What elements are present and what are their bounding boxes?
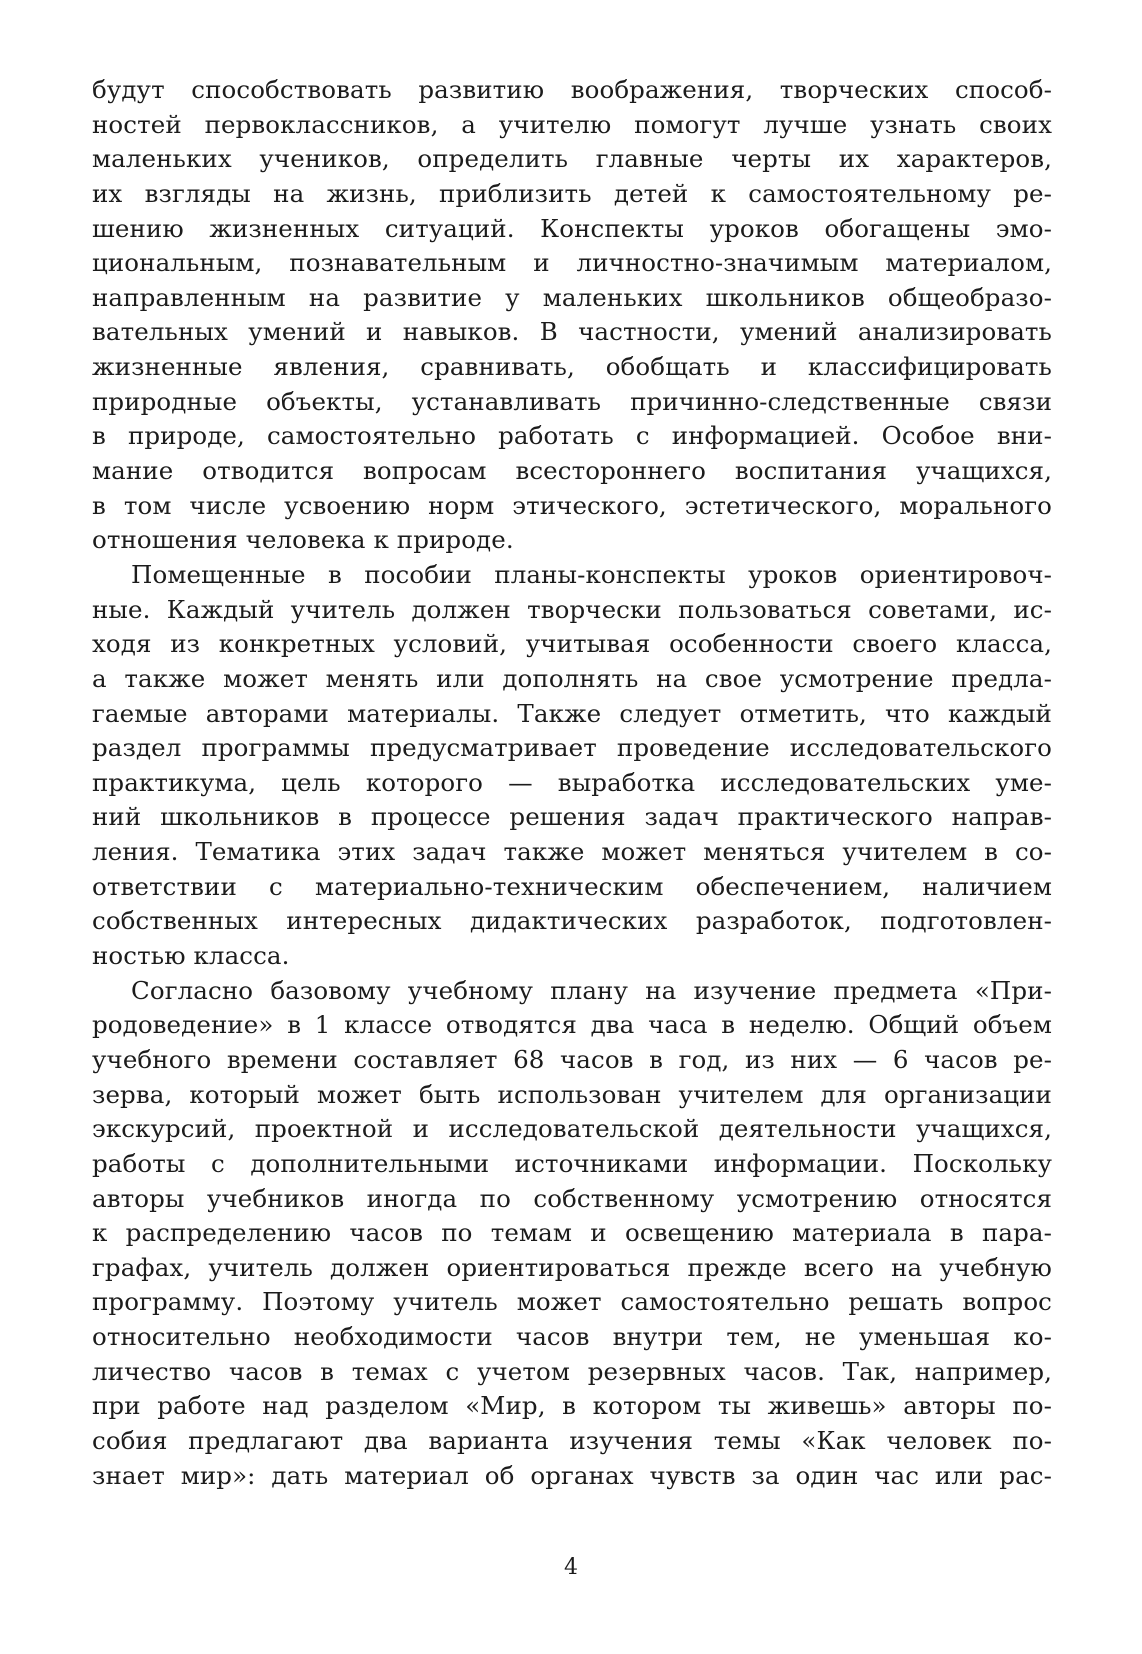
text-line: ответствии с материально-техническим обеспечением, наличием xyxy=(92,871,1052,901)
text-line: собия предлагают два варианта изучения темы «Как человек по- xyxy=(92,1425,1052,1455)
text-line-paragraph-end: отношения человека к природе. xyxy=(92,525,514,555)
text-line: в том числе усвоению норм этического, эстетического, морального xyxy=(92,490,1052,520)
text-line: ления. Тематика этих задач также может меняться учителем в со- xyxy=(92,837,1052,867)
text-line: экскурсий, проектной и исследовательской деятельности учащихся, xyxy=(92,1114,1052,1144)
text-line: графах, учитель должен ориентироваться прежде всего на учебную xyxy=(92,1252,1052,1282)
text-line: их взгляды на жизнь, приблизить детей к самостоятельному ре- xyxy=(92,178,1052,208)
text-line: относительно необходимости часов внутри тем, не уменьшая ко- xyxy=(92,1322,1052,1352)
text-line: практикума, цель которого — выработка исследовательских уме- xyxy=(92,767,1052,797)
text-line: ностей первоклассников, а учителю помогут лучше узнать своих xyxy=(92,109,1052,139)
text-line: вательных умений и навыков. В частности, умений анализировать xyxy=(92,317,1052,347)
text-line: раздел программы предусматривает проведение исследовательского xyxy=(92,733,1052,763)
text-line: программу. Поэтому учитель может самостоятельно решать вопрос xyxy=(92,1287,1052,1317)
text-line: учебного времени составляет 68 часов в год, из них — 6 часов ре- xyxy=(92,1044,1052,1074)
text-line: личество часов в темах с учетом резервных часов. Так, например, xyxy=(92,1356,1052,1386)
body-text xyxy=(92,73,1052,1493)
text-line-paragraph-start: Помещенные в пособии планы-конспекты уроков ориентировоч- xyxy=(131,559,1052,589)
text-line-paragraph-start: Согласно базовому учебному плану на изучение предмета «При- xyxy=(131,975,1052,1005)
text-line: зерва, который может быть использован учителем для организации xyxy=(92,1079,1052,1109)
text-line: а также может менять или дополнять на свое усмотрение предла- xyxy=(92,663,1052,693)
text-line: работы с дополнительными источниками информации. Поскольку xyxy=(92,1148,1052,1178)
text-line: к распределению часов по темам и освещению материала в пара- xyxy=(92,1218,1052,1248)
text-line: направленным на развитие у маленьких школьников общеобразо- xyxy=(92,282,1052,312)
text-line: собственных интересных дидактических разработок, подготовлен- xyxy=(92,906,1052,936)
text-line: авторы учебников иногда по собственному усмотрению относятся xyxy=(92,1183,1052,1213)
text-line: родоведение» в 1 классе отводятся два часа в неделю. Общий объем xyxy=(92,1010,1052,1040)
text-line: будут способствовать развитию воображения, творческих способ- xyxy=(92,75,1052,104)
text-line: ний школьников в процессе решения задач практического направ- xyxy=(92,802,1052,832)
text-line: природные объекты, устанавливать причинно-следственные связи xyxy=(92,386,1052,416)
text-line: маленьких учеников, определить главные черты их характеров, xyxy=(92,144,1052,174)
text-line: жизненные явления, сравнивать, обобщать и классифицировать xyxy=(92,352,1052,382)
text-line: ные. Каждый учитель должен творчески пользоваться советами, ис- xyxy=(92,594,1052,624)
text-line: в природе, самостоятельно работать с информацией. Особое вни- xyxy=(92,421,1052,451)
page-number: 4 xyxy=(564,1555,578,1580)
text-line: ходя из конкретных условий, учитывая особенности своего класса, xyxy=(92,629,1052,659)
text-line-paragraph-end: ностью класса. xyxy=(92,941,290,971)
text-line: шению жизненных ситуаций. Конспекты уроков обогащены эмо- xyxy=(92,213,1052,243)
text-line: при работе над разделом «Мир, в котором ты живешь» авторы по- xyxy=(92,1391,1052,1421)
text-line: циональным, познавательным и личностно-значимым материалом, xyxy=(92,248,1052,278)
text-line: мание отводится вопросам всестороннего воспитания учащихся, xyxy=(92,456,1052,486)
text-line: гаемые авторами материалы. Также следует отметить, что каждый xyxy=(92,698,1052,728)
text-line: знает мир»: дать материал об органах чувств за один час или рас- xyxy=(92,1460,1052,1490)
